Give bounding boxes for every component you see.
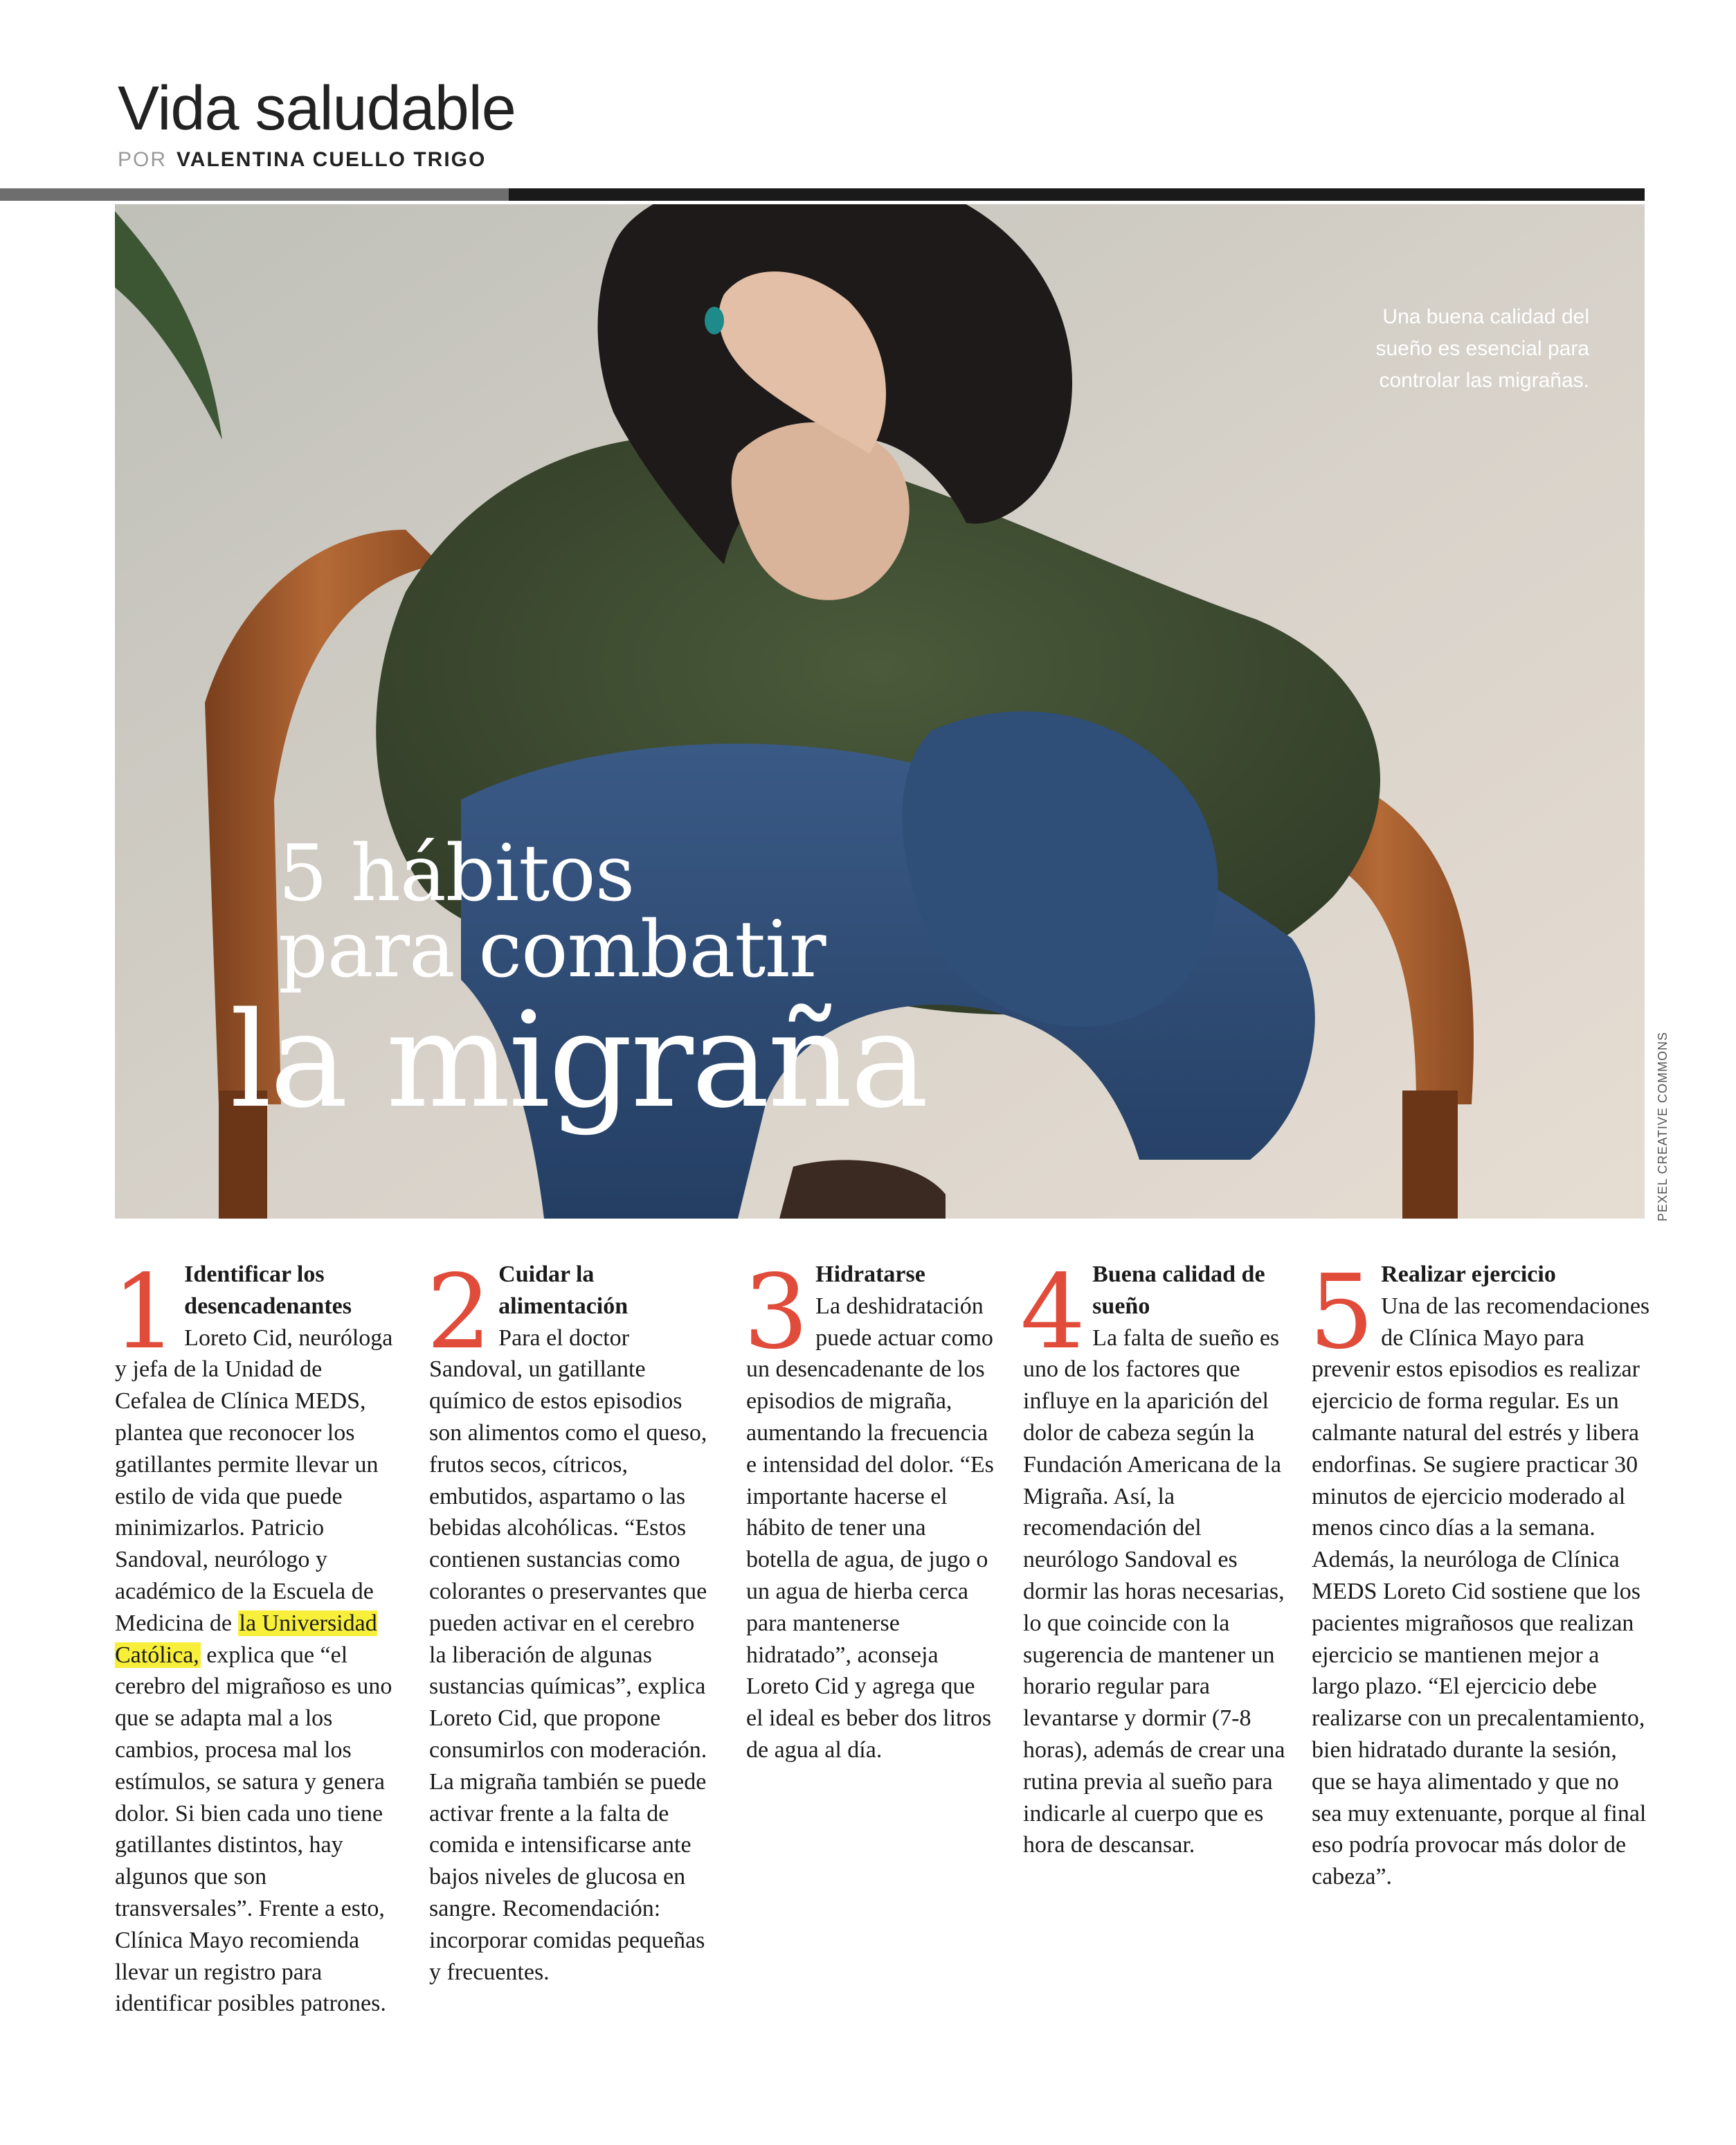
habit-number: 5 bbox=[1309, 1253, 1375, 1372]
highlighted-text: la Universidad Católica, bbox=[115, 1610, 377, 1668]
chair-leg bbox=[1402, 1091, 1458, 1219]
top-rule bbox=[0, 188, 1645, 201]
habit-column-2 bbox=[426, 1253, 713, 1988]
byline-prefix: POR bbox=[118, 148, 168, 171]
habit-title: Hidratarse bbox=[815, 1262, 925, 1287]
byline bbox=[118, 150, 486, 170]
headline-line-2: para combatir bbox=[278, 905, 826, 995]
habit-title: Identificar los desencadenantes bbox=[184, 1262, 352, 1319]
ring bbox=[705, 307, 724, 334]
habit-number: 4 bbox=[1020, 1253, 1086, 1372]
habit-column-3 bbox=[743, 1253, 995, 1766]
habit-body-text: Loreto Cid, neuróloga y jefa de la Unidad de Cefalea de Clínica MEDS, plantea que reconocer los gatillantes permite llevar un estilo de vida que puede minimizarlos. Patricio Sandoval, neurólogo y académico de la Escuela de Medicina de bbox=[115, 1325, 393, 1636]
habit-body: Una de las recomendaciones de Clínica Mayo para prevenir estos episodios es realizar ejercicio de forma regular. Es un calmante natural del estrés y libera endorfinas. Se sugiere practicar 30 minutos de ejercicio moderado al menos cinco días a la semana. Además, la neuróloga de Clínica MEDS Loreto Cid sostiene que los pacientes migrañosos que realizan ejercicio se mantienen mejor a largo plazo. “El ejercicio debe realizarse con un precalentamiento, bien hidratado durante la sesión, que se haya alimentado y que no sea muy extenuante, porque al final eso podría provocar más dolor de cabeza”. bbox=[1312, 1293, 1650, 1890]
habit-column-4 bbox=[1020, 1253, 1286, 1861]
habit-number: 2 bbox=[426, 1253, 492, 1372]
headline-line-1: 5 hábitos bbox=[278, 829, 635, 919]
habit-body: La deshidratación puede actuar como un desencadenante de los episodios de migraña, aumentando la frecuencia e intensidad del dolor. “Es importante hacerse el hábito de tener una botella de agua, de jugo o un agua de hierba cerca para mantenerse hidratado”, aconseja Loreto Cid y agrega que el ideal es beber dos litros de agua al día. bbox=[746, 1293, 994, 1763]
habit-number: 3 bbox=[743, 1253, 809, 1372]
habit-title: Buena calidad de sueño bbox=[1092, 1262, 1265, 1319]
hero-photo bbox=[115, 204, 1645, 1219]
headline-line-3: la migraña bbox=[230, 984, 927, 1137]
headline bbox=[230, 829, 927, 1137]
habit-body: La falta de sueño es uno de los factores que influye en la aparición del dolor de cabeza según la Fundación Americana de la Migraña. Así, la recomendación del neurólogo Sandoval es dormir las horas necesarias, lo que coincide con la sugerencia de mantener un horario regular para levantarse y dormir (7-8 horas), además de crear una rutina previa al sueño para indicarle al cuerpo que es hora de descansar. bbox=[1023, 1325, 1285, 1858]
habit-number: 1 bbox=[112, 1253, 178, 1372]
author-name: VALENTINA CUELLO TRIGO bbox=[177, 148, 487, 171]
top-rule-accent bbox=[0, 188, 509, 201]
habit-column-1 bbox=[112, 1253, 399, 2020]
habit-title: Cuidar la alimentación bbox=[498, 1262, 629, 1319]
habit-column-5 bbox=[1309, 1253, 1651, 1893]
photo-caption: Una buena calidad del sueño es esencial para controlar las migrañas. bbox=[1375, 305, 1589, 392]
habit-body-text: explica que “el cerebro del migrañoso es uno que se adapta mal a los cambios, procesa mal los estímulos, se satura y genera dolor. Si bien cada uno tiene gatillantes distintos, hay algunos que son transversales”. Frente a esto, Clínica Mayo recomienda llevar un registro para identificar posibles patrones. bbox=[115, 1642, 392, 2017]
habit-title: Realizar ejercicio bbox=[1381, 1262, 1556, 1287]
habit-body bbox=[115, 1322, 399, 2020]
photo-credit: PEXEL CREATIVE COMMONS bbox=[1656, 1031, 1670, 1221]
section-title: Vida saludable bbox=[118, 74, 516, 143]
habit-body: Para el doctor Sandoval, un gatillante químico de estos episodios son alimentos como el queso, frutos secos, cítricos, embutidos, aspartamo o las bebidas alcohólicas. “Estos contienen sustancias como colorantes o preservantes que pueden activar en el cerebro la liberación de algunas sustancias químicas”, explica Loreto Cid, que propone consumirlos con moderación. La migraña también se puede activar frente a la falta de comida e intensificarse ante bajos niveles de glucosa en sangre. Recomendación: incorporar comidas pequeñas y frecuentes. bbox=[429, 1325, 707, 1985]
